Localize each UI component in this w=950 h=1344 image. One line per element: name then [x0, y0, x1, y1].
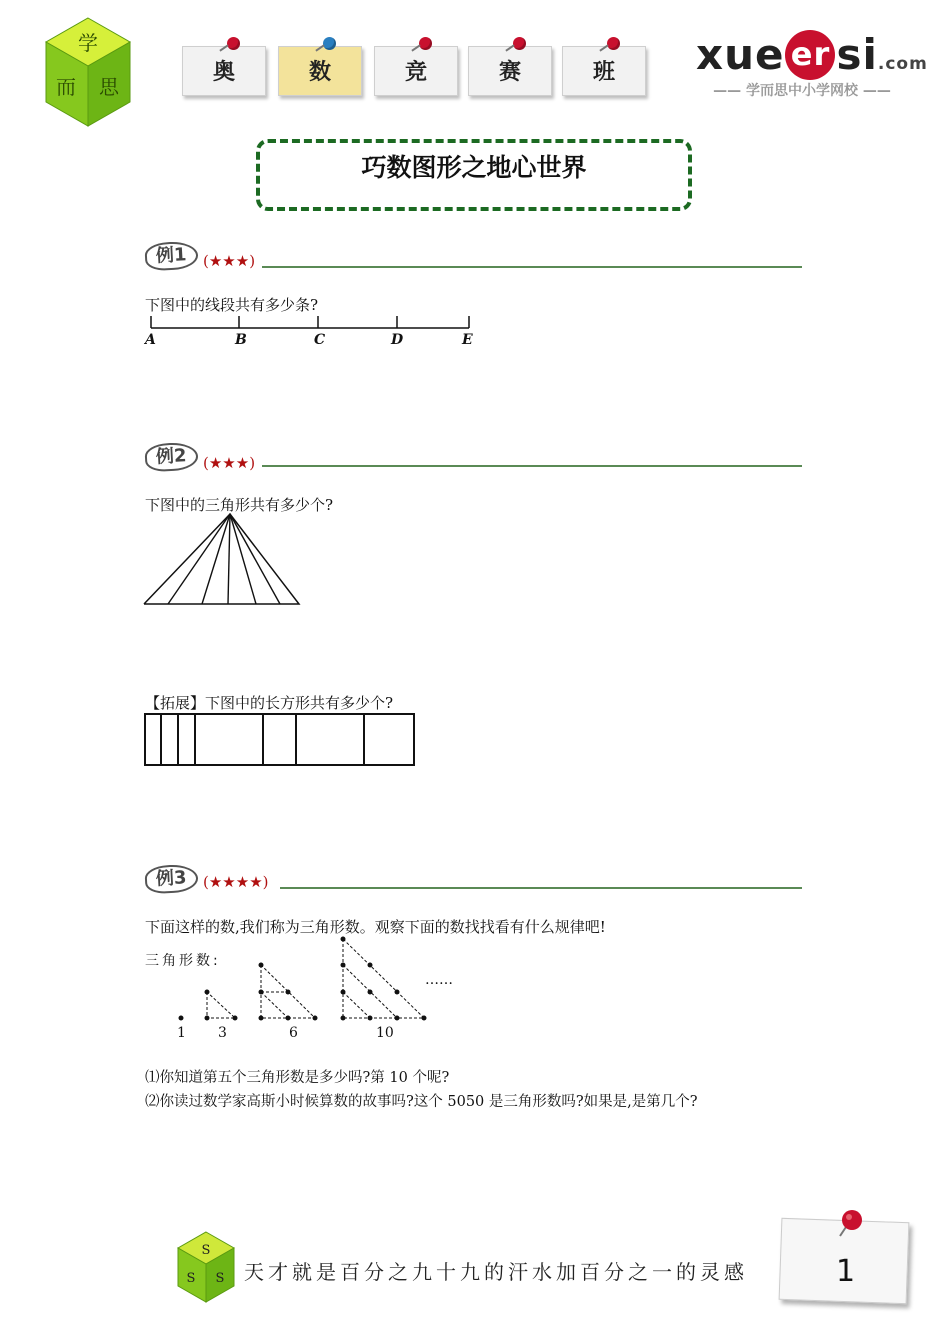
tab-ao	[182, 46, 266, 96]
fan-line-1	[168, 514, 230, 604]
triangular-number-3: 3	[218, 1025, 227, 1041]
extension-question: 【拓展】下图中的长方形共有多少个?	[145, 694, 394, 712]
example-3-stars: (★★★★)	[203, 873, 269, 891]
fan-line-2	[202, 514, 230, 604]
pin-icon	[836, 1206, 866, 1238]
dot	[179, 1016, 184, 1021]
brand-subtitle: —— 学而思中小学网校 ——	[713, 83, 891, 99]
triangle-t2	[207, 992, 235, 1018]
brand-er-circle: er	[785, 30, 835, 80]
cube-letter-right: S	[215, 1271, 225, 1286]
example-2-question: 下图中的三角形共有多少个?	[145, 496, 334, 514]
triangular-numbers-label: 三角形数:	[145, 953, 221, 969]
pin-icon	[323, 37, 336, 50]
brand-pre: xue	[696, 30, 785, 79]
example-1-question: 下图中的线段共有多少条?	[145, 296, 319, 314]
tab-shu	[278, 46, 362, 96]
example-2-stars: (★★★)	[203, 454, 256, 472]
pin-icon	[607, 37, 620, 50]
footer-motto: 天才就是百分之九十九的汗水加百分之一的灵感	[244, 1260, 748, 1284]
point-label-c: C	[314, 332, 326, 348]
tab-label: 赛	[498, 60, 521, 85]
example-1-badge: 例1	[144, 241, 198, 272]
tab-jing	[374, 46, 458, 96]
point-label-b: B	[235, 332, 247, 348]
strip-outline	[145, 714, 414, 765]
brand-logo	[696, 30, 928, 80]
point-label-e: E	[462, 332, 473, 348]
triangular-number-10: 10	[376, 1025, 394, 1041]
example-2-divider	[262, 465, 802, 467]
tab-label: 奥	[212, 60, 235, 85]
tab-label: 数	[308, 60, 331, 85]
rectangle-strip-figure	[143, 712, 417, 768]
page-number: 1	[836, 1254, 856, 1289]
brand-post: si	[836, 30, 878, 79]
triangular-number-6: 6	[289, 1025, 298, 1041]
point-label-d: D	[391, 332, 404, 348]
sub-question-2: ⑵你读过数学家高斯小时候算数的故事吗?这个 5050 是三角形数吗?如果是,是第几个?	[145, 1094, 698, 1110]
tab-sai	[468, 46, 552, 96]
page-title: 巧数图形之地心世界	[361, 153, 587, 182]
triangle-fan-figure	[140, 510, 305, 610]
triangular-number-1: 1	[177, 1025, 186, 1041]
example-1-stars: (★★★)	[203, 252, 256, 270]
triangle-t4	[343, 939, 424, 1018]
pin-icon	[227, 37, 240, 50]
logo-char-left: 而	[56, 75, 76, 99]
cube-letter-top: S	[201, 1243, 211, 1258]
fan-line-4	[230, 514, 256, 604]
example-1-divider	[262, 266, 802, 268]
tab-ban	[562, 46, 646, 96]
logo-char-top: 学	[78, 31, 98, 55]
example-3-question: 下面这样的数,我们称为三角形数。观察下面的数找找看有什么规律吧!	[145, 918, 606, 936]
brand-suffix: .com	[877, 54, 928, 74]
sub-question-1: ⑴你知道第五个三角形数是多少吗?第 10 个呢?	[145, 1070, 450, 1086]
ellipsis: ……	[425, 972, 453, 988]
brand-subtitle-text: 学而思中小学网校	[746, 83, 858, 99]
xueersi-cube-logo	[42, 16, 134, 130]
logo-char-right: 思	[99, 75, 119, 99]
fan-line-5	[230, 514, 280, 604]
example-3-divider	[280, 887, 802, 889]
tab-label: 班	[592, 60, 615, 85]
example-2-badge: 例2	[144, 442, 198, 473]
fan-line-3	[228, 514, 230, 604]
point-label-a: A	[145, 332, 156, 348]
example-3-badge: 例3	[144, 864, 198, 895]
tab-label: 竞	[404, 60, 427, 85]
pin-icon	[513, 37, 526, 50]
cube-letter-left: S	[186, 1271, 196, 1286]
sss-cube-icon	[176, 1230, 236, 1304]
pin-icon	[419, 37, 432, 50]
